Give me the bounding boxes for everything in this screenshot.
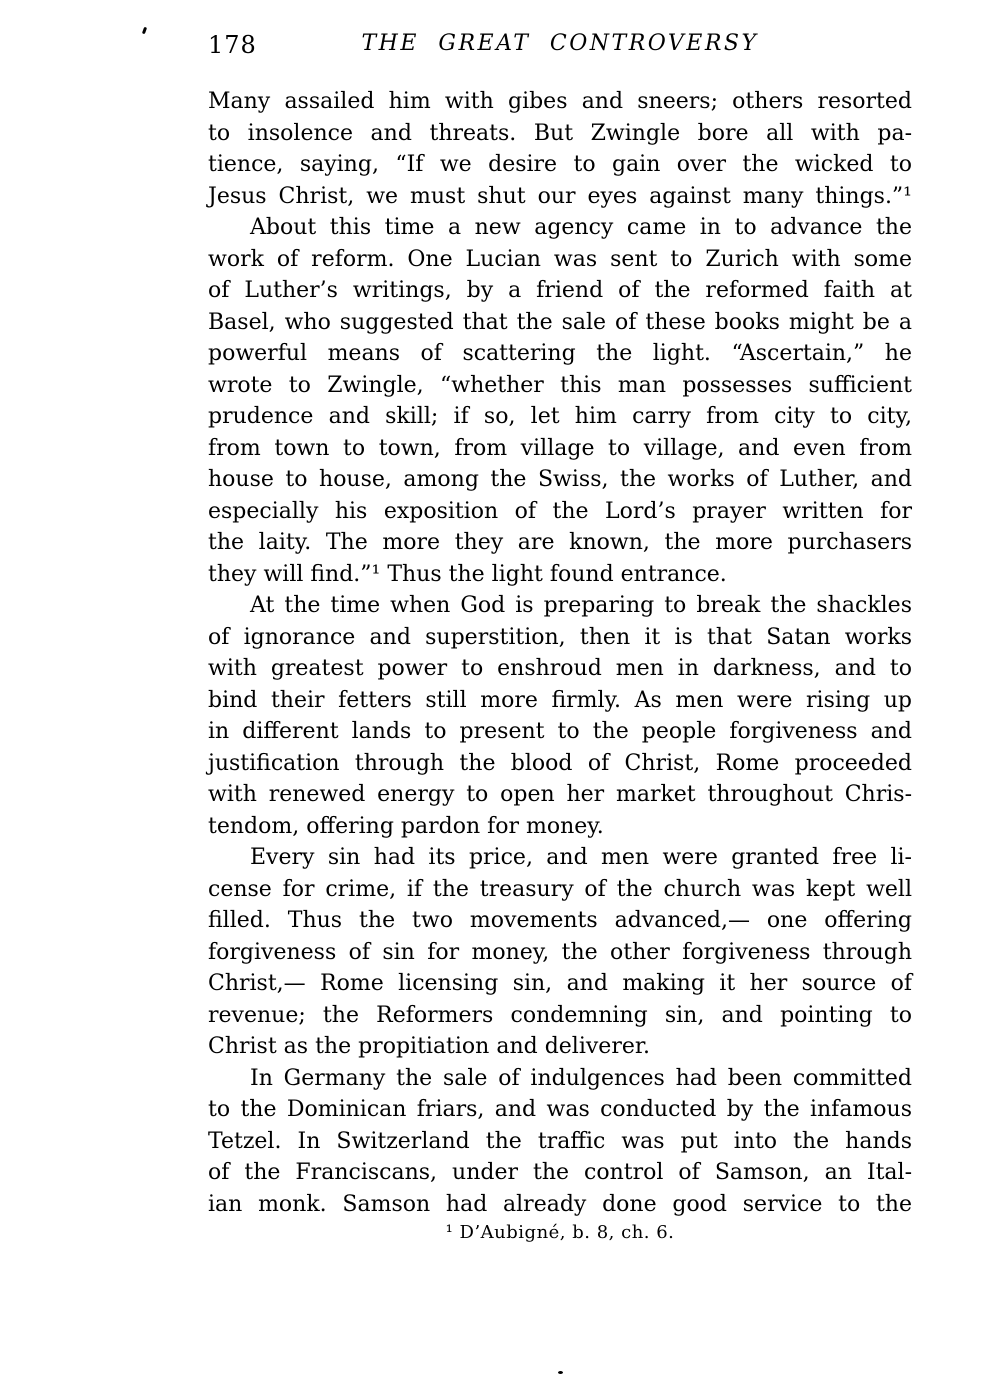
text-line: tience, saying, “If we desire to gain over the wicked to: [208, 152, 912, 177]
scan-speck-top: [142, 27, 147, 35]
paragraph: [208, 590, 912, 842]
text-line: in different lands to present to the people forgiveness and: [208, 719, 912, 744]
text-line: In Germany the sale of indulgences had been committed: [250, 1065, 912, 1091]
text-line: Every sin had its price, and men were granted free li-: [250, 845, 912, 870]
text-line: especially his exposition of the Lord’s prayer written for: [208, 498, 912, 524]
text-line: Jesus Christ, we must shut our eyes against many things.”¹: [208, 183, 912, 209]
text-line: Many assailed him with gibes and sneers; others resorted: [208, 89, 912, 114]
text-line: Christ as the propitiation and deliverer.: [208, 1034, 650, 1059]
text-line: of the Franciscans, under the control of Samson, an Ital-: [208, 1160, 912, 1185]
text-line: from town to town, from village to village, and even from: [208, 435, 912, 461]
text-line: revenue; the Reformers condemning sin, and pointing to: [208, 1002, 912, 1028]
text-line: wrote to Zwingle, “whether this man possesses sufficient: [208, 372, 912, 398]
text-line: to insolence and threats. But Zwingle bore all with pa-: [208, 120, 912, 146]
text-line: ian monk. Samson had already done good service to the: [208, 1191, 912, 1217]
text-line: At the time when God is preparing to break the shackles: [250, 593, 912, 618]
text-line: About this time a new agency came in to advance the: [250, 215, 912, 240]
footnote: ¹ D’Aubigné, b. 8, ch. 6.: [445, 1222, 675, 1243]
text-line: the laity. The more they are known, the more purchasers: [208, 530, 912, 555]
text-line: Tetzel. In Switzerland the traffic was put into the hands: [208, 1128, 912, 1154]
text-line: of Luther’s writings, by a friend of the reformed faith at: [208, 278, 912, 303]
text-line: justification through the blood of Christ, Rome proceeded: [208, 750, 912, 776]
text-line: Basel, who suggested that the sale of these books might be a: [208, 309, 912, 335]
text-line: bind their fetters still more firmly. As men were rising up: [208, 687, 912, 713]
text-line: with greatest power to enshroud men in darkness, and to: [208, 656, 912, 681]
text-line: tendom, offering pardon for money.: [208, 813, 604, 839]
text-line: cense for crime, if the treasury of the church was kept well: [208, 876, 912, 902]
text-line: filled. Thus the two movements advanced,— one offering: [208, 908, 912, 933]
paragraph: [208, 212, 912, 590]
text-line: Christ,— Rome licensing sin, and making it her source of: [208, 971, 912, 996]
paragraph: [208, 1063, 912, 1221]
page-header: [208, 28, 912, 60]
text-line: work of reform. One Lucian was sent to Zurich with some: [208, 246, 912, 272]
text-line: powerful means of scattering the light. “Ascertain,” he: [208, 341, 912, 366]
scan-speck-bottom: [558, 1371, 563, 1374]
text-line: forgiveness of sin for money, the other forgiveness through: [208, 939, 912, 965]
text-line: with renewed energy to open her market throughout Chris-: [208, 782, 912, 807]
paragraph: [208, 86, 912, 212]
running-title: THE GREAT CONTROVERSY: [361, 31, 759, 56]
paragraph: [208, 842, 912, 1063]
body-text: [208, 86, 912, 1220]
page-number: 178: [208, 31, 257, 59]
text-line: to the Dominican friars, and was conducted by the infamous: [208, 1097, 912, 1122]
text-line: prudence and skill; if so, let him carry from city to city,: [208, 404, 912, 429]
text-line: they will find.”¹ Thus the light found entrance.: [208, 561, 727, 587]
text-line: of ignorance and superstition, then it is that Satan works: [208, 624, 912, 650]
text-line: house to house, among the Swiss, the works of Luther, and: [208, 467, 912, 492]
